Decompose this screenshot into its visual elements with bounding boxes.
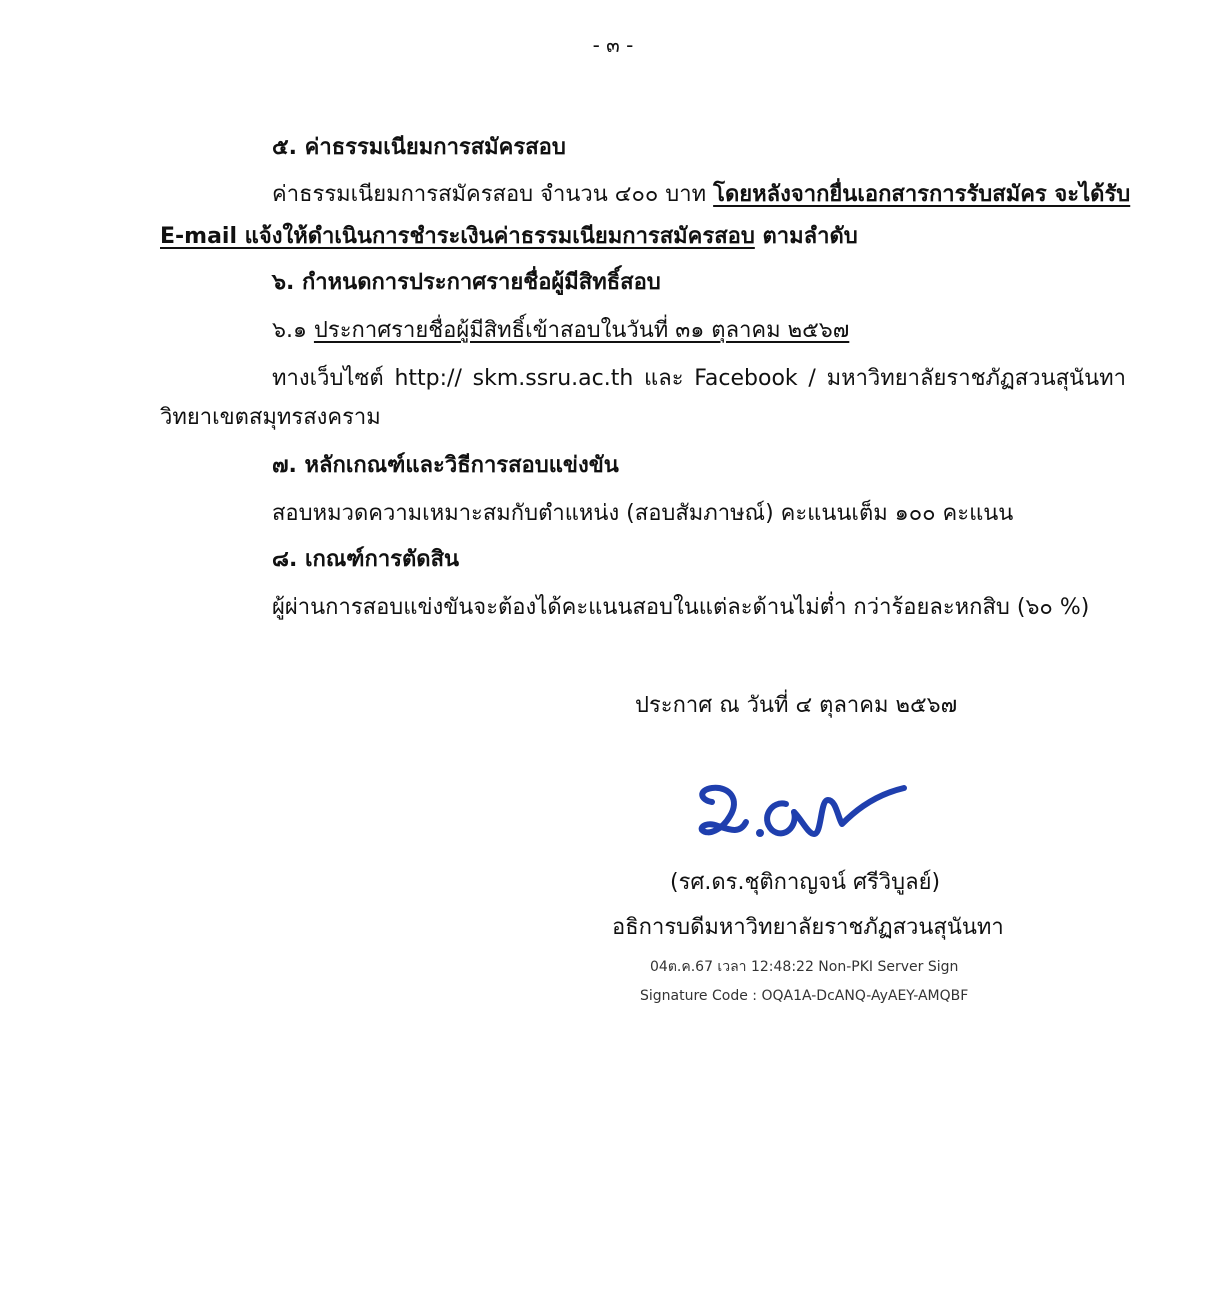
section6-item-number: ๖.๑ (272, 318, 314, 343)
fee-emphasis-tail: ตามลำดับ (754, 224, 858, 249)
section8-text: ผู้ผ่านการสอบแข่งขันจะต้องได้คะแนนสอบในแต่ละด้านไม่ต่ำ กว่าร้อยละหกสิบ (๖๐ %) (272, 595, 1090, 620)
section8-heading: ๘. เกณฑ์การตัดสิน (272, 547, 460, 572)
signature-timestamp: 04ต.ค.67 เวลา 12:48:22 Non-PKI Server Sign (650, 959, 959, 975)
handwritten-signature (690, 760, 920, 860)
fee-emphasis-1: โดยหลังจากยื่นเอกสารการรับสมัคร จะได้รับ (713, 182, 1131, 207)
section7-text: สอบหมวดความเหมาะสมกับตำแหน่ง (สอบสัมภาษณ์) คะแนนเต็ม ๑๐๐ คะแนน (272, 501, 1014, 526)
website-word: และ (644, 366, 684, 391)
section7-heading: ๗. หลักเกณฑ์และวิธีการสอบแข่งขัน (272, 453, 619, 478)
fee-emphasis-2: E-mail แจ้งให้ดำเนินการชำระเงินค่าธรรมเนียมการสมัครสอบ (160, 224, 755, 249)
signer-title: อธิการบดีมหาวิทยาลัยราชภัฏสวนสุนันทา (612, 915, 1004, 940)
campus-name: วิทยาเขตสมุทรสงคราม (160, 405, 381, 430)
signature-code: Signature Code : OQA1A-DcANQ-AyAEY-AMQBF (640, 988, 969, 1004)
university-name: มหาวิทยาลัยราชภัฏสวนสุนันทา (826, 366, 1126, 391)
section5-paragraph-line2 (160, 222, 858, 252)
fee-text: ค่าธรรมเนียมการสมัครสอบ จำนวน ๔๐๐ บาท (272, 182, 714, 207)
section6-heading: ๖. กำหนดการประกาศรายชื่อผู้มีสิทธิ์สอบ (272, 270, 661, 295)
signer-name: (รศ.ดร.ชุติกาญจน์ ศรีวิบูลย์) (670, 870, 941, 895)
signature-drawing (690, 760, 920, 860)
website-line (272, 364, 1126, 396)
website-url: skm.ssru.ac.th (472, 366, 634, 391)
section5-paragraph-line1 (272, 180, 1130, 210)
facebook-word: Facebook (694, 366, 798, 391)
section5-heading: ๕. ค่าธรรมเนียมการสมัครสอบ (272, 135, 566, 160)
website-word: http:// (394, 366, 462, 391)
announce-date: ประกาศ ณ วันที่ ๔ ตุลาคม ๒๕๖๗ (635, 693, 958, 718)
section6-item-text: ประกาศรายชื่อผู้มีสิทธิ์เข้าสอบในวันที่ ๓๑ ตุลาคม ๒๕๖๗ (313, 318, 850, 343)
website-word: / (808, 366, 816, 391)
section6-item (272, 316, 849, 346)
page-number: - ๓ - (592, 33, 634, 57)
website-word: ทางเว็บไซต์ (272, 366, 384, 391)
